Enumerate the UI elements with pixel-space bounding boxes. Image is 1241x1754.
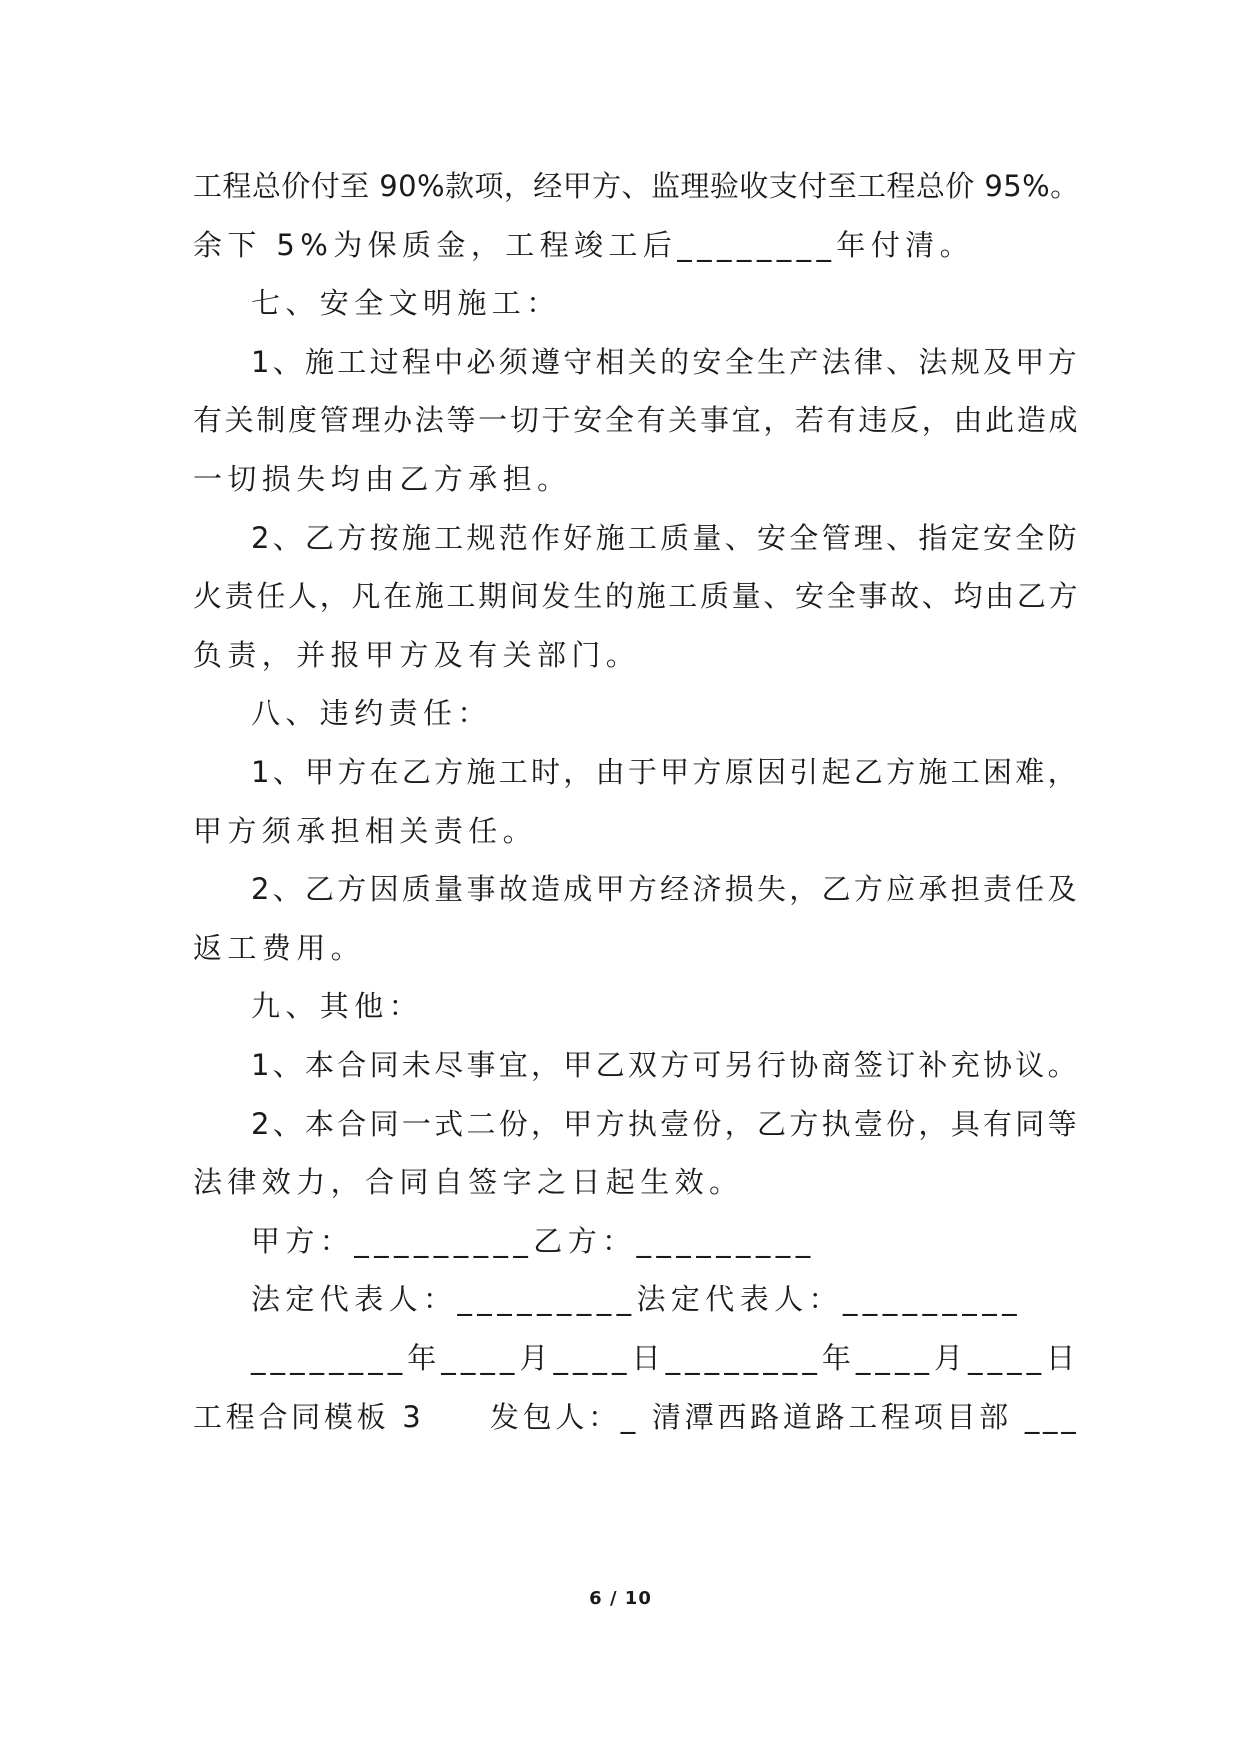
text-line: 负责，并报甲方及有关部门。	[193, 638, 641, 672]
text-line: 工程总价付至 90%款项，经甲方、监理验收支付至工程总价 95%。	[193, 169, 1080, 203]
page-number: 6 / 10	[589, 1588, 652, 1609]
text-line: 1、施工过程中必须遵守相关的安全生产法律、法规及甲方	[251, 345, 1080, 379]
text-line: 法律效力，合同自签字之日起生效。	[193, 1165, 744, 1199]
text-line: 火责任人，凡在施工期间发生的施工质量、安全事故、均由乙方	[193, 579, 1081, 613]
text-line: 1、甲方在乙方施工时，由于甲方原因引起乙方施工困难，	[251, 755, 1080, 789]
text-line: 余下 5%为保质金，工程竣工后________年付清。	[193, 228, 975, 262]
text-line: 返工费用。	[193, 931, 366, 965]
date-line: ________年____月____日________年____月____日	[251, 1341, 1081, 1375]
section-heading: 七、安全文明施工：	[251, 286, 561, 320]
text-line: 有关制度管理办法等一切于安全有关事宜，若有违反，由此造成	[193, 403, 1081, 437]
text-line: 1、本合同未尽事宜，甲乙双方可另行协商签订补充协议。	[251, 1048, 1080, 1082]
text-line: 2、乙方按施工规范作好施工质量、安全管理、指定安全防	[251, 521, 1080, 555]
section-heading: 九、其他：	[251, 989, 424, 1023]
signature-line: 甲方：_________乙方：_________	[251, 1224, 816, 1258]
signature-line: 法定代表人：_________法定代表人：_________	[251, 1282, 1023, 1316]
text-line: 2、乙方因质量事故造成甲方经济损失，乙方应承担责任及	[251, 872, 1080, 906]
section-heading: 八、违约责任：	[251, 696, 492, 730]
text-line: 2、本合同一式二份，甲方执壹份，乙方执壹份，具有同等	[251, 1107, 1080, 1141]
text-line: 工程合同模板 3 发包人：_ 清潭西路道路工程项目部 ___	[193, 1400, 1080, 1434]
text-line: 一切损失均由乙方承担。	[193, 462, 572, 496]
text-line: 甲方须承担相关责任。	[193, 814, 538, 848]
